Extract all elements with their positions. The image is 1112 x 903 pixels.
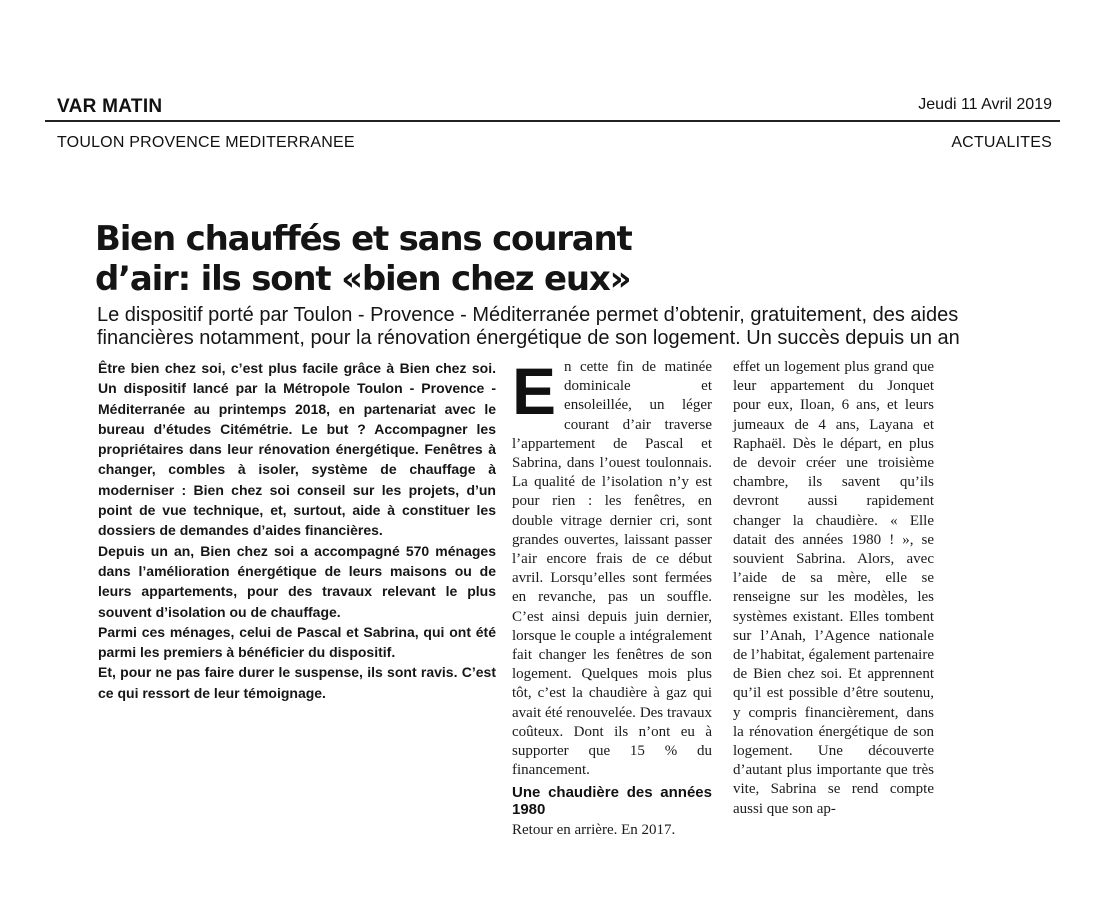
header-divider xyxy=(45,120,1060,122)
body-text: n cette fin de matinée dominicale et ensoleillée, un léger courant d’air traverse l’appartement de Pascal et Sabrina, dans l’ouest toulonnais. La qualité de l’isolation n’y est pour rien : les fenêtres, en double vitrage dernier cri, sont grandes ouvertes, laissant passer l’air encore frais de ce début avril. Lorsqu’elles sont fermées en revanche, pas un souffle. C’est ainsi depuis juin dernier, lorsque le couple a intégralement fait changer les fenêtres de son logement. Quelques mois plus tôt, c’est la chaudière à gaz qui avait été renouvelée. Des travaux coûteux. Dont ils n’ont eu à supporter que 15 % du financement. xyxy=(512,359,712,779)
subhead-line-2: financières notamment, pour la rénovation énergétique de son logement. Un succès depuis un an xyxy=(97,327,960,349)
publication-name: VAR MATIN xyxy=(57,96,163,117)
intro-column xyxy=(98,358,496,703)
intro-paragraph: Depuis un an, Bien chez soi a accompagné 570 ménages dans l’amélioration énergétique de leurs maisons ou de leurs appartements, pour des travaux relevant le plus souvent d’isolation ou de chauffage. xyxy=(98,542,496,620)
body-column-2 xyxy=(512,354,712,841)
headline-line-1: Bien chauffés et sans courant xyxy=(95,219,632,259)
drop-cap: E xyxy=(512,354,557,428)
section-label: TOULON PROVENCE MEDITERRANEE xyxy=(57,134,355,151)
category-label: ACTUALITES xyxy=(951,134,1052,151)
body-paragraph: effet un logement plus grand que leur appartement du Jonquet pour eux, Iloan, 6 ans, et leurs jumeaux de 4 ans, Layana et Raphaël. Dès le départ, en plus de devoir créer une troisième chambre, ils savent qu’ils devront aussi rapidement changer la chaudière. « Elle datait des années 1980 ! », se souvient Sabrina. Alors, avec l’aide de sa mère, elle se renseigne sur les modèles, les systèmes existant. Elles tombent sur l’Anah, l’Agence nationale de l’habitat, également partenaire de Bien chez soi. Et apprennent qu’il est possible d’être soutenu, y compris financièrement, dans la rénovation énergétique de son logement. Une découverte d’autant plus importante que très vite, Sabrina se rend compte aussi que son ap- xyxy=(733,359,934,817)
issue-date: Jeudi 11 Avril 2019 xyxy=(918,96,1052,113)
article-headline xyxy=(95,219,735,299)
intro-paragraph: Parmi ces ménages, celui de Pascal et Sabrina, qui ont été parmi les premiers à bénéficier du dispositif. xyxy=(98,623,496,661)
intro-paragraph: Et, pour ne pas faire durer le suspense, ils sont ravis. C’est ce qui ressort de leur témoignage. xyxy=(98,664,496,701)
body-column-3 xyxy=(733,358,934,819)
subhead-line-1: Le dispositif porté par Toulon - Provence - Méditerranée permet d’obtenir, gratuitement, des aides xyxy=(97,304,959,326)
body-paragraph: Retour en arrière. En 2017. xyxy=(512,822,676,839)
section-subtitle: Une chaudière des années 1980 xyxy=(512,784,712,819)
headline-line-2: d’air: ils sont «bien chez eux» xyxy=(95,259,631,299)
intro-paragraph: Être bien chez soi, c’est plus facile grâce à Bien chez soi. Un dispositif lancé par la Métropole Toulon - Provence - Méditerranée au printemps 2018, en partenariat avec le bureau d’études Citémétrie. Le but ? Accompagner les propriétaires dans leur rénovation énergétique. Fenêtres à changer, combles à isoler, système de chauffage à moderniser : Bien chez soi conseil sur les projets, d’un point de vue technique, et, surtout, aide à constituer les dossiers de demandes d’aides financières. xyxy=(98,360,496,539)
body-paragraph xyxy=(512,354,712,780)
article-subhead xyxy=(97,304,1047,350)
